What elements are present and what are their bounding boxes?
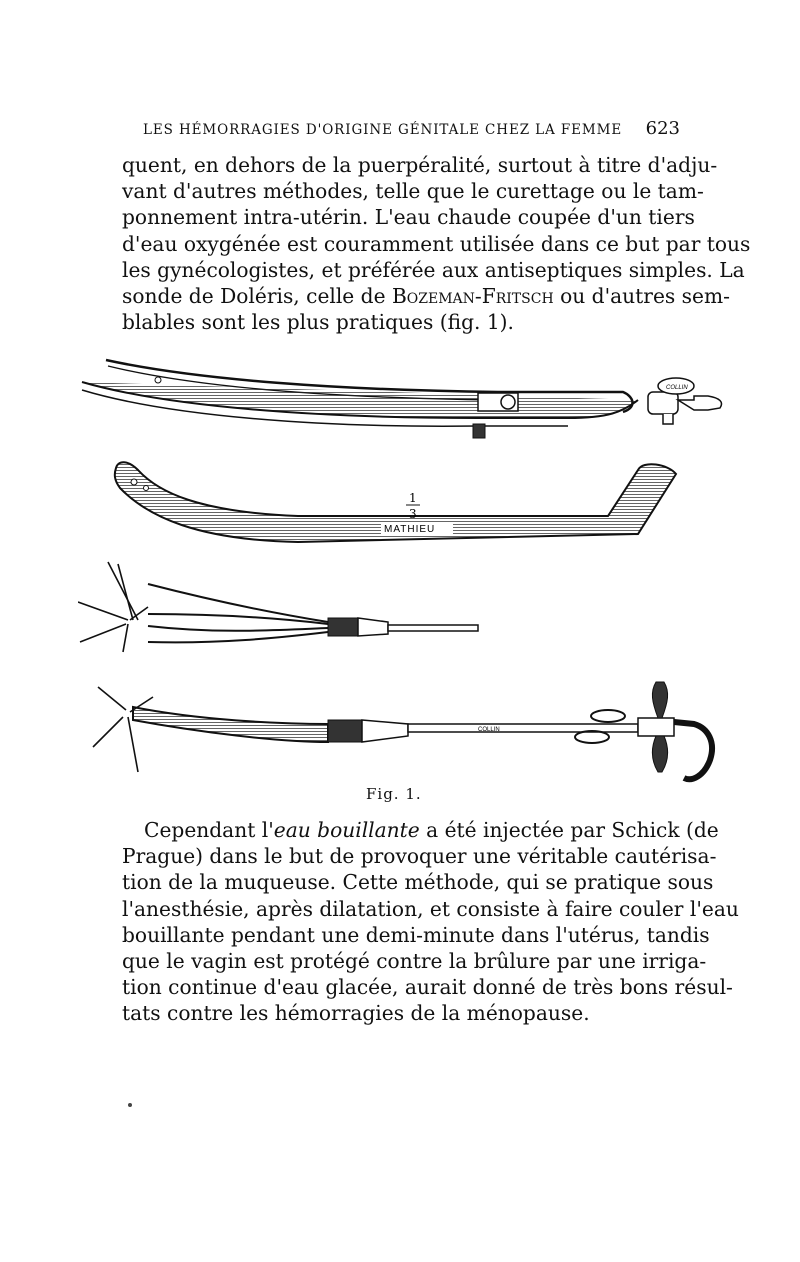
text-line: tats contre les hémorragies de la ménopause.	[122, 1001, 590, 1026]
text-line	[122, 817, 719, 843]
text-line: tion de la muqueuse. Cette méthode, qui se pratique sous	[122, 870, 714, 895]
maker-mark: MATHIEU	[384, 524, 436, 535]
text-line: les gynécologistes, et préférée aux antiseptiques simples. La	[122, 257, 745, 282]
paragraph-1	[122, 152, 751, 335]
text-line: que le vagin est protégé contre la brûlure par une irriga-	[122, 949, 707, 974]
figure-instruments	[78, 352, 738, 792]
text-line: vant d'autres méthodes, telle que le curettage ou le tam-	[122, 179, 704, 204]
multi-branch-sonde	[78, 562, 478, 652]
author-name: Bozeman-Fritsch	[391, 284, 554, 309]
mathieu-sonde	[115, 462, 676, 542]
text-line: bouillante pendant une demi-minute dans l'utérus, tandis	[122, 922, 710, 947]
text-line: ponnement intra-utérin. L'eau chaude coupée d'un tiers	[122, 205, 695, 230]
text-fragment: Cependant l'	[144, 818, 274, 842]
maker-mark: COLLIN	[478, 727, 500, 733]
text-line: tion continue d'eau glacée, aurait donné de très bons résul-	[122, 975, 733, 1000]
collin-sonde	[93, 682, 712, 779]
text-line	[122, 283, 730, 309]
ink-speck	[128, 1103, 132, 1107]
text-line: quent, en dehors de la puerpéralité, surtout à titre d'adju-	[122, 153, 718, 177]
text-fragment: a été injectée par Schick (de	[419, 818, 719, 842]
emphasis: eau bouillante	[273, 818, 420, 842]
doleris-sonde	[82, 360, 722, 438]
page-number: 623	[645, 118, 680, 139]
fraction-denominator: 3	[409, 507, 417, 521]
text-line: blables sont les plus pratiques (fig. 1).	[122, 310, 514, 335]
running-title: LES HÉMORRAGIES D'ORIGINE GÉNITALE CHEZ LA FEMME	[143, 122, 623, 138]
text-line: d'eau oxygénée est couramment utilisée dans ce but par tous	[122, 231, 751, 256]
paragraph-2	[122, 817, 739, 1027]
text-line: Prague) dans le but de provoquer une véritable cautérisa-	[122, 844, 717, 869]
text-line: l'anesthésie, après dilatation, et consiste à faire couler l'eau	[122, 896, 739, 921]
fraction-numerator: 1	[409, 491, 417, 505]
maker-mark: COLLIN	[666, 385, 688, 391]
text-fragment: ou d'autres sem-	[560, 284, 730, 309]
running-header	[143, 118, 680, 139]
instruments-illustration	[78, 352, 738, 792]
figure-caption: Fig. 1.	[366, 785, 422, 803]
text-fragment: sonde de Doléris, celle de	[122, 284, 392, 309]
